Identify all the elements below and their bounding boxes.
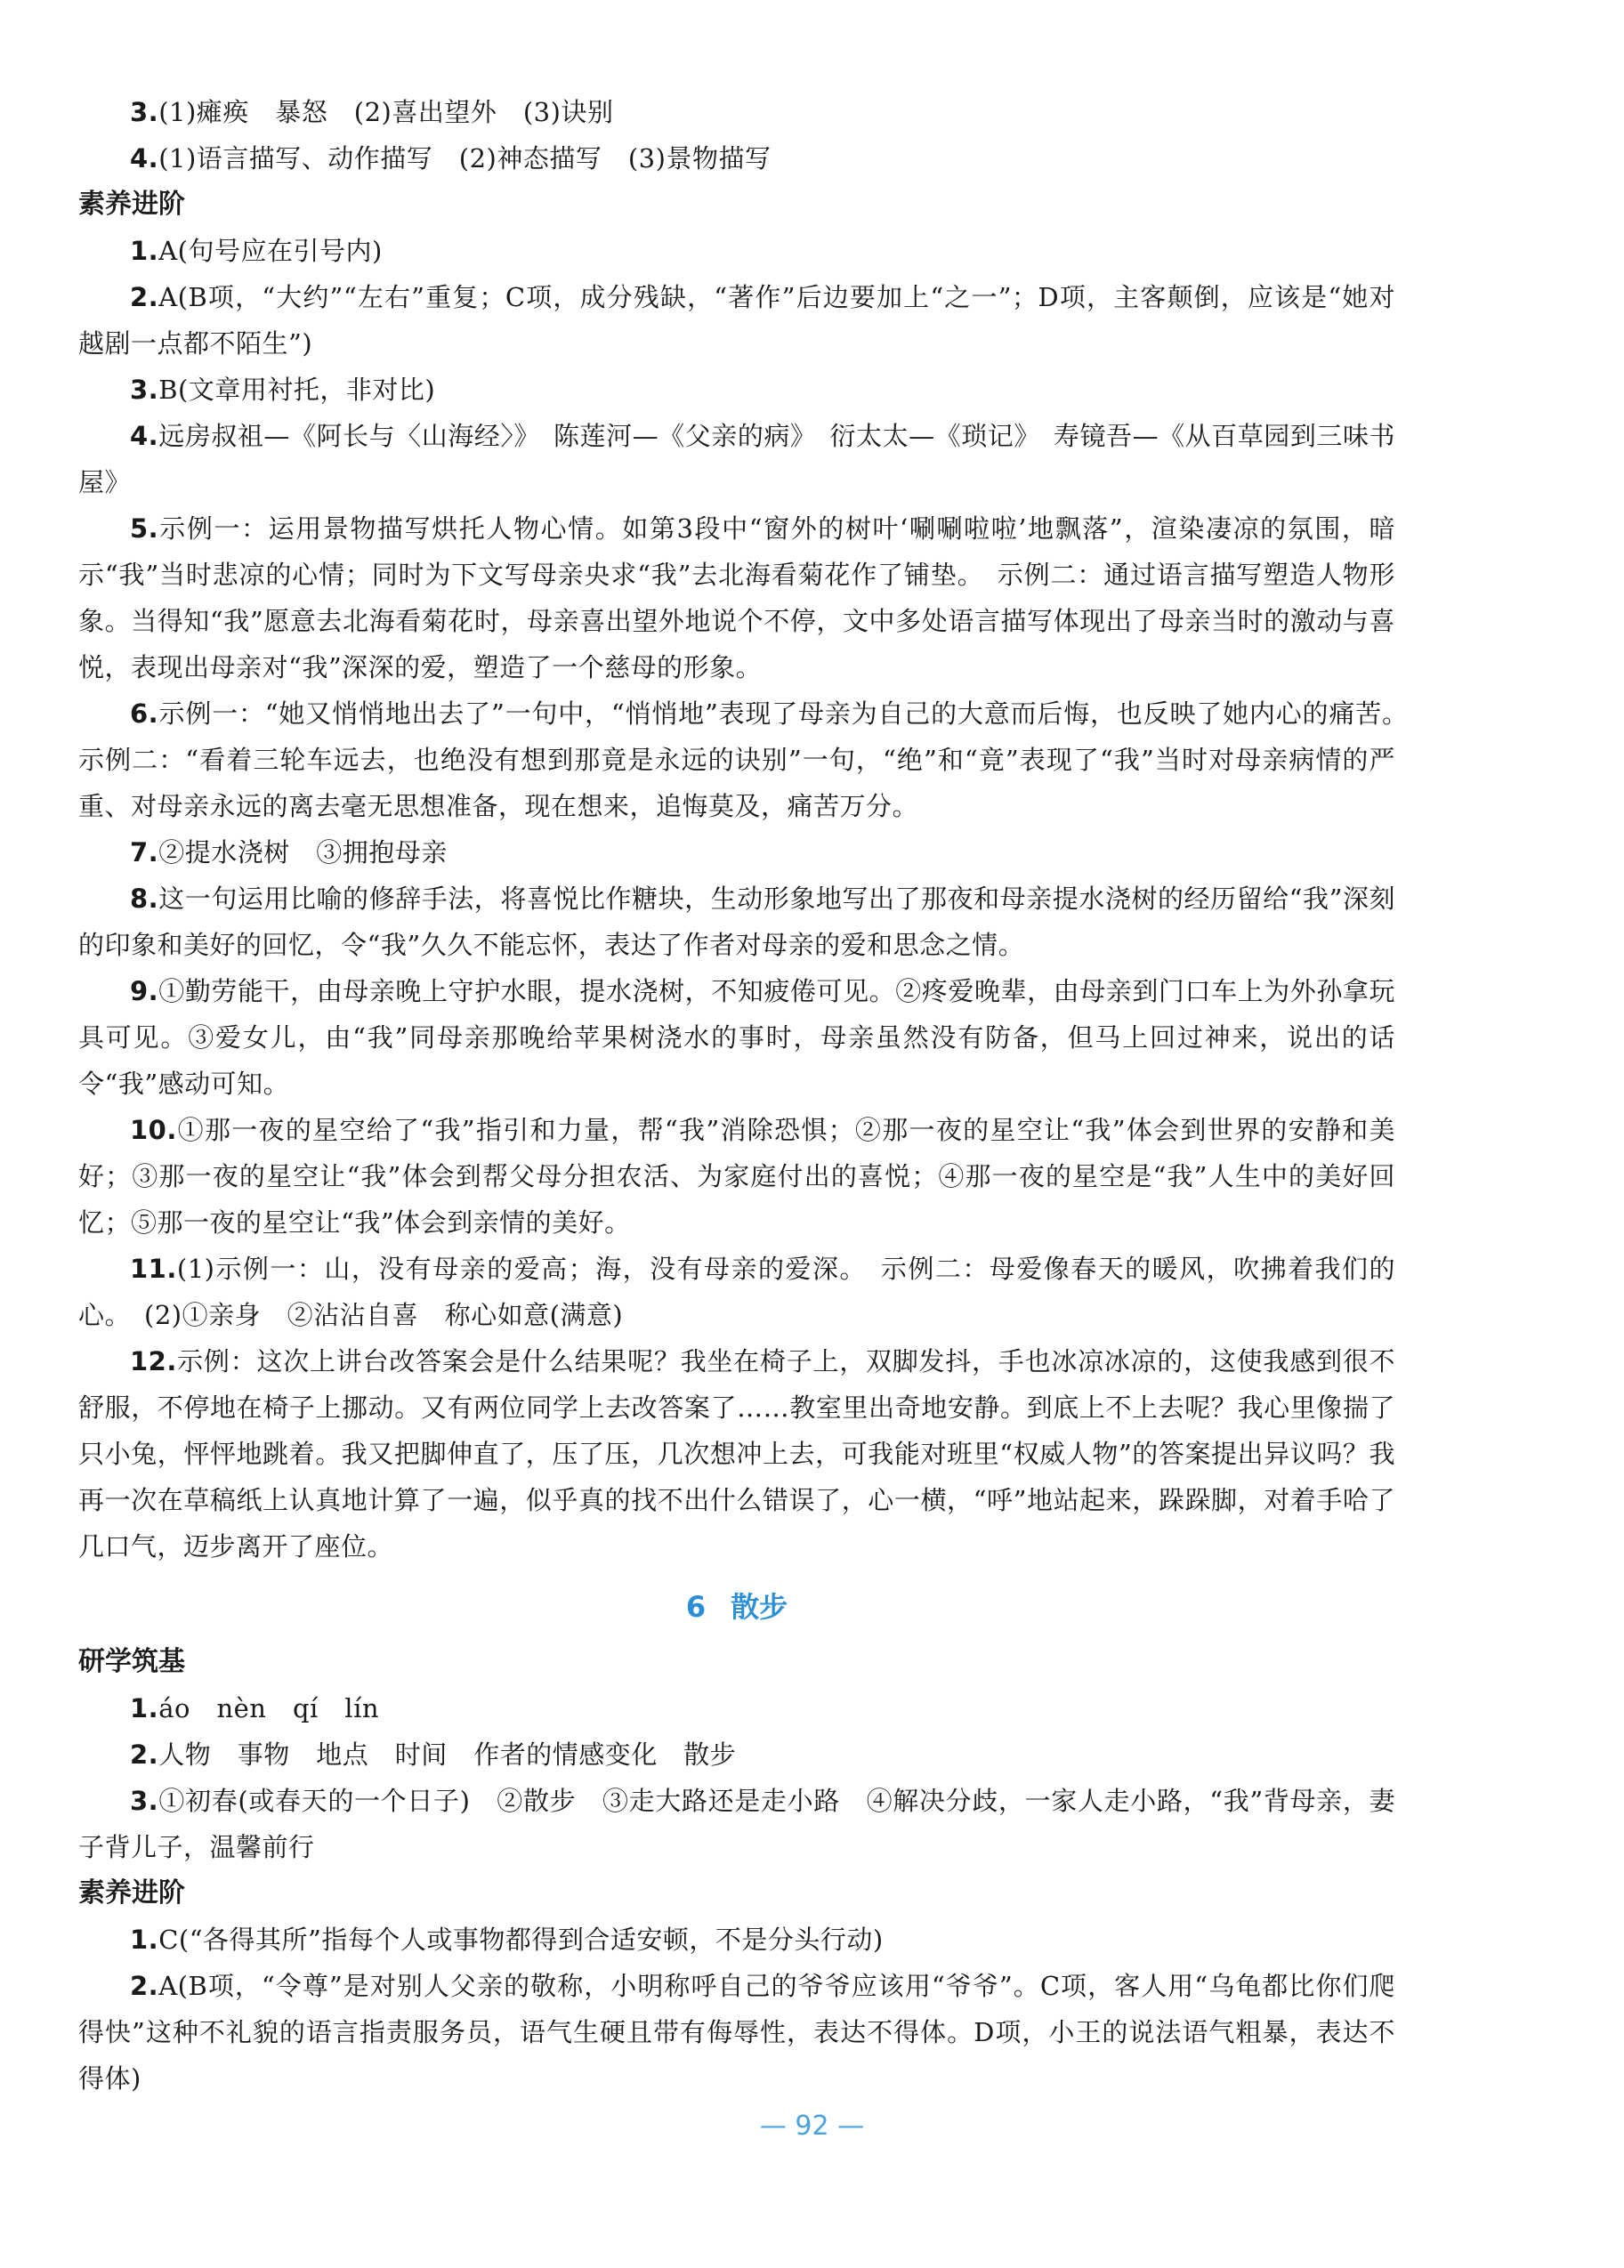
item-number: 12. [130,1346,177,1376]
item-number: 6. [130,698,159,729]
item-number: 3. [130,97,159,127]
answer-item [78,135,1395,182]
item-number: 9. [130,976,159,1006]
item-text: 示例一：运用景物描写烘托人物心情。如第3段中“窗外的树叶‘唰唰啦啦’地飘落”，渲染凄凉的氛围，暗示“我”当时悲凉的心情；同时为下文写母亲央求“我”去北海看菊花作了铺垫。 示例二：通过语言描写塑造人物形象。当得知“我”愿意去北海看菊花时，母亲喜出望外地说个不停，文中多处语言描写体现出了母亲当时的激动与喜悦，表现出母亲对“我”深深的爱，塑造了一个慈母的形象。 [78,513,1395,682]
subsection-heading: 素养进阶 [78,189,185,220]
item-text: B(文章用衬托，非对比) [158,375,436,405]
item-number: 1. [130,1925,159,1955]
section-title [78,1575,1395,1639]
item-number: 1. [130,1693,159,1723]
item-text: 示例一：“她又悄悄地出去了”一句中，“悄悄地”表现了母亲为自己的大意而后悔，也反映了她内心的痛苦。 示例二：“看着三轮车远去，也绝没有想到那竟是永远的诀别”一句，“绝”和“竟”表现了“我”当时对母亲病情的严重、对母亲永远的离去毫无思想准备，现在想来，追悔莫及，痛苦万分。 [78,698,1422,821]
answer-page [78,89,1422,2102]
item-text: (1)示例一：山，没有母亲的爱高；海，没有母亲的爱深。 示例二：母爱像春天的暖风，吹拂着我们的心。 (2)①亲身 ②沾沾自喜 称心如意(满意) [78,1254,1395,1330]
item-text: (1)瘫痪 暴怒 (2)喜出望外 (3)诀别 [158,97,614,127]
item-text: C(“各得其所”指每个人或事物都得到合适安顿，不是分头行动) [158,1925,884,1955]
answer-item [78,1917,1395,1963]
item-text: 远房叔祖—《阿长与〈山海经〉》 陈莲河—《父亲的病》 衍太太—《琐记》 寿镜吾—《从百草园到三味书屋》 [78,421,1395,497]
item-text: 人物 事物 地点 时间 作者的情感变化 散步 [158,1739,737,1770]
item-text: ①初春(或春天的一个日子) ②散步 ③走大路还是走小路 ④解决分歧，一家人走小路，“我”背母亲，妻子背儿子，温馨前行 [78,1786,1395,1862]
item-number: 4. [130,143,159,174]
answer-item [78,1338,1395,1570]
item-number: 2. [130,1971,159,2001]
item-text: áo nèn qí lín [158,1693,380,1723]
item-text: ①那一夜的星空给了“我”指引和力量，帮“我”消除恐惧；②那一夜的星空让“我”体会到世界的安静和美好；③那一夜的星空让“我”体会到帮父母分担农活、为家庭付出的喜悦；④那一夜的星空是“我”人生中的美好回忆；⑤那一夜的星空让“我”体会到亲情的美好。 [78,1115,1395,1238]
section-number: 6 [685,1590,707,1624]
item-number: 7. [130,837,159,868]
page-number: — 92 — [759,2111,865,2142]
answer-item [78,1685,1395,1731]
item-number: 1. [130,236,159,266]
answer-item [78,690,1422,829]
item-number: 2. [130,1739,159,1770]
answer-item [78,829,1395,876]
answer-item [78,1107,1395,1246]
answer-item [78,89,1395,135]
item-number: 2. [130,282,159,312]
answer-item [78,413,1395,505]
item-text: A(B项，“令尊”是对别人父亲的敬称，小明称呼自己的爷爷应该用“爷爷”。C项，客人用“乌龟都比你们爬得快”这种不礼貌的语言指责服务员，语气生硬且带有侮辱性，表达不得体。D项，小王的说法语气粗暴，表达不得体) [78,1971,1395,2094]
item-text: A(B项，“大约”“左右”重复；C项，成分残缺，“著作”后边要加上“之一”；D项，主客颠倒，应该是“她对越剧一点都不陌生”) [78,282,1395,359]
item-number: 3. [130,1786,159,1816]
item-text: A(句号应在引号内) [158,236,383,266]
answer-item [78,274,1395,367]
item-number: 11. [130,1254,177,1284]
section-name: 散步 [731,1590,788,1624]
item-number: 3. [130,375,159,405]
item-number: 5. [130,513,159,544]
answer-item [78,228,1395,274]
item-text: 示例：这次上讲台改答案会是什么结果呢？我坐在椅子上，双脚发抖，手也冰凉冰凉的，这使我感到很不舒服，不停地在椅子上挪动。又有两位同学上去改答案了……教室里出奇地安静。到底上不上去呢？我心里像揣了只小兔，怦怦地跳着。我又把脚伸直了，压了压，几次想冲上去，可我能对班里“权威人物”的答案提出异议吗？我再一次在草稿纸上认真地计算了一遍，似乎真的找不出什么错误了，心一横，“呼”地站起来，跺跺脚，对着手哈了几口气，迈步离开了座位。 [78,1346,1395,1562]
answer-item [78,1246,1395,1338]
answer-item [78,1963,1395,2102]
subsection-heading: 研学筑基 [78,1646,185,1677]
answer-item [78,1778,1395,1870]
item-number: 4. [130,421,159,451]
item-text: ①勤劳能干，由母亲晚上守护水眼，提水浇树，不知疲倦可见。②疼爱晚辈，由母亲到门口车上为外孙拿玩具可见。③爱女儿，由“我”同母亲那晚给苹果树浇水的事时，母亲虽然没有防备，但马上回过神来，说出的话令“我”感动可知。 [78,976,1395,1099]
answer-item [78,505,1395,690]
answer-item [78,367,1395,413]
answer-item [78,1731,1395,1778]
answer-item [78,968,1395,1107]
item-text: 这一句运用比喻的修辞手法，将喜悦比作糖块，生动形象地写出了那夜和母亲提水浇树的经历留给“我”深刻的印象和美好的回忆，令“我”久久不能忘怀，表达了作者对母亲的爱和思念之情。 [78,884,1395,960]
answer-item [78,876,1395,968]
item-number: 8. [130,884,159,914]
item-text: (1)语言描写、动作描写 (2)神态描写 (3)景物描写 [158,143,772,174]
item-text: ②提水浇树 ③拥抱母亲 [158,837,448,868]
item-number: 10. [130,1115,177,1145]
subsection-heading: 素养进阶 [78,1877,185,1909]
